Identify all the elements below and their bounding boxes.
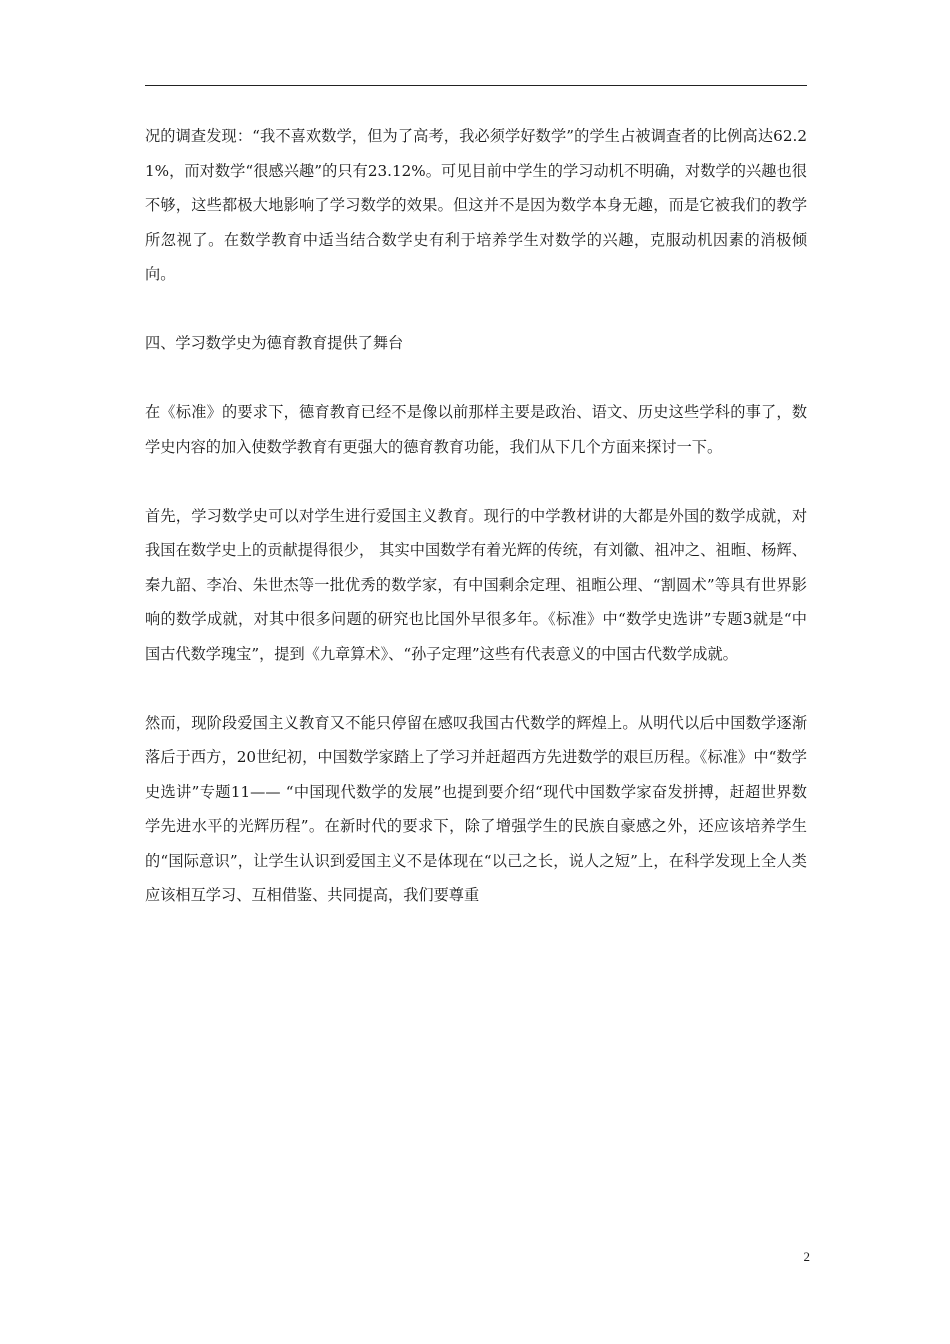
- paragraph-modern-chinese-mathematics: 然而，现阶段爱国主义教育又不能只停留在感叹我国古代数学的辉煌上。从明代以后中国数学逐渐落后于西方，20世纪初，中国数学家踏上了学习并赶超西方先进数学的艰巨历程。《标准》中“数学史选讲”专题11—— “中国现代数学的发展”也提到要介绍“现代中国数学家奋发拼搏，赶超世界数学先进水平的光辉历程”。在新时代的要求下，除了增强学生的民族自豪感之外，还应该培养学生的“国际意识”，让学生认识到爱国主义不是体现在“以己之长，说人之短”上，在科学发现上全人类应该相互学习、互相借鉴、共同提高，我们要尊重: [145, 713, 807, 904]
- header-rule: [145, 85, 807, 86]
- paragraph-survey-continuation: 况的调查发现：“我不喜欢数学，但为了高考，我必须学好数学”的学生占被调查者的比例高达62.21%，而对数学“很感兴趣”的只有23.12%。可见目前中学生的学习动机不明确，对数学的兴趣也很不够，这些都极大地影响了学习数学的效果。但这并不是因为数学本身无趣，而是它被我们的教学所忽视了。在数学教育中适当结合数学史有利于培养学生对数学的兴趣，克服动机因素的消极倾向。: [145, 127, 807, 283]
- section-heading-moral-education: 四、学习数学史为德育教育提供了舞台: [145, 334, 404, 352]
- paragraph-patriotic-education: 首先，学习数学史可以对学生进行爱国主义教育。现行的中学教材讲的大都是外国的数学成就，对我国在数学史上的贡献提得很少， 其实中国数学有着光辉的传统，有刘徽、祖冲之、祖暅、杨辉、秦九韶、李冶、朱世杰等一批优秀的数学家，有中国剩余定理、祖暅公理、“割圆术”等具有世界影响的数学成就，对其中很多问题的研究也比国外早很多年。《标准》中“数学史选讲”专题3就是“中国古代数学瑰宝”，提到《九章算术》、“孙子定理”这些有代表意义的中国古代数学成就。: [145, 506, 807, 663]
- page-number: 2: [803, 1249, 810, 1264]
- document-body: [145, 119, 807, 913]
- paragraph-standard-moral-education: 在《标准》的要求下，德育教育已经不是像以前那样主要是政治、语文、历史这些学科的事了，数学史内容的加入使数学教育有更强大的德育教育功能，我们从下几个方面来探讨一下。: [145, 403, 807, 456]
